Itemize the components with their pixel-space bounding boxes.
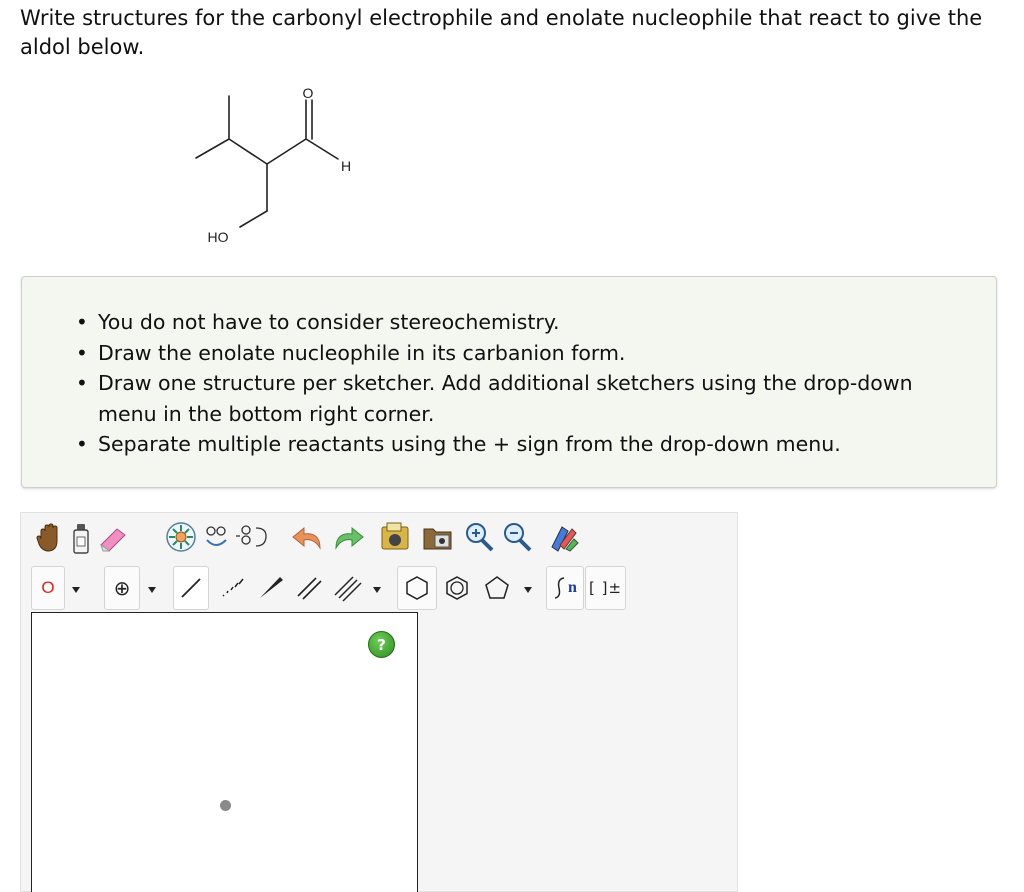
drawing-canvas[interactable] <box>31 612 418 892</box>
triple-bond-button[interactable] <box>329 566 365 610</box>
charge-button[interactable] <box>104 566 140 610</box>
instruction-text: Separate multiple reactants using the + sign from the drop-down menu. <box>98 432 841 456</box>
cyclohexane-icon <box>403 574 431 602</box>
atom-label: O <box>41 578 55 597</box>
hashed-bond-button[interactable] <box>213 566 251 610</box>
canvas-dot <box>220 800 231 811</box>
sgroup-label: n <box>568 579 577 596</box>
color-icon[interactable] <box>544 519 582 555</box>
atom-button[interactable] <box>31 566 65 610</box>
instruction-text: Draw the enolate nucleophile in its carbanion form. <box>98 340 626 365</box>
aldehyde-hydrogen-label: H <box>340 158 352 174</box>
instruction-item <box>76 429 996 460</box>
hashed-bond-icon <box>217 574 247 602</box>
export-icon[interactable] <box>420 519 456 555</box>
charge-dropdown-caret[interactable] <box>148 587 156 593</box>
help-button[interactable]: ? <box>368 631 395 658</box>
bracket-charge-icon: [ ]± <box>588 579 623 597</box>
zoom-out-icon[interactable] <box>500 519 534 555</box>
bullet: • <box>76 340 88 365</box>
cyclopentane-icon <box>483 574 511 602</box>
bullet: • <box>76 371 88 395</box>
triple-bond-icon <box>332 574 362 602</box>
hydroxyl-label: HO <box>207 229 229 245</box>
wedge-bond-icon <box>256 574 286 602</box>
sgroup-button[interactable] <box>546 566 584 610</box>
instruction-item <box>76 368 996 429</box>
bracket-charge-button[interactable] <box>585 566 626 610</box>
benzene-button[interactable] <box>438 566 476 610</box>
cyclopentane-button[interactable] <box>478 566 516 610</box>
eraser-icon[interactable] <box>96 521 130 555</box>
ring-template-icon[interactable] <box>163 519 199 555</box>
single-bond-button[interactable] <box>173 566 209 610</box>
aldol-structure <box>190 86 370 256</box>
zoom-in-icon[interactable] <box>462 519 496 555</box>
carbonyl-oxygen-label: O <box>302 86 314 101</box>
benzene-icon <box>443 574 471 602</box>
instruction-text: You do not have to consider stereochemistry. <box>98 310 560 334</box>
atom-dropdown-caret[interactable] <box>72 587 80 593</box>
instructions-list <box>22 277 996 460</box>
charge-plus-icon: ⊕ <box>113 576 131 600</box>
instruction-item <box>76 338 996 369</box>
clean-structure-icon[interactable] <box>201 519 273 555</box>
single-bond-icon <box>178 575 204 601</box>
bottle-icon[interactable] <box>67 521 95 555</box>
double-bond-icon <box>294 574 324 602</box>
undo-icon[interactable] <box>289 521 327 555</box>
question-text: Write structures for the carbonyl electrophile and enolate nucleophile that react to give the aldol below. <box>20 6 983 59</box>
wedge-bond-button[interactable] <box>253 566 289 610</box>
ring-dropdown-caret[interactable] <box>524 587 532 593</box>
bullet: • <box>76 432 88 456</box>
sgroup-curve-icon <box>553 575 567 601</box>
instruction-item <box>76 307 996 338</box>
redo-icon[interactable] <box>329 521 367 555</box>
hand-icon[interactable] <box>34 521 64 555</box>
cyclohexane-button[interactable] <box>397 566 437 610</box>
instruction-text: Draw one structure per sketcher. Add additional sketchers using the drop-down menu in the bottom right corner. <box>98 371 913 426</box>
bullet: • <box>76 310 88 334</box>
double-bond-button[interactable] <box>291 566 327 610</box>
bond-dropdown-caret[interactable] <box>373 587 381 593</box>
instructions-box <box>21 276 997 488</box>
import-icon[interactable] <box>378 519 414 555</box>
